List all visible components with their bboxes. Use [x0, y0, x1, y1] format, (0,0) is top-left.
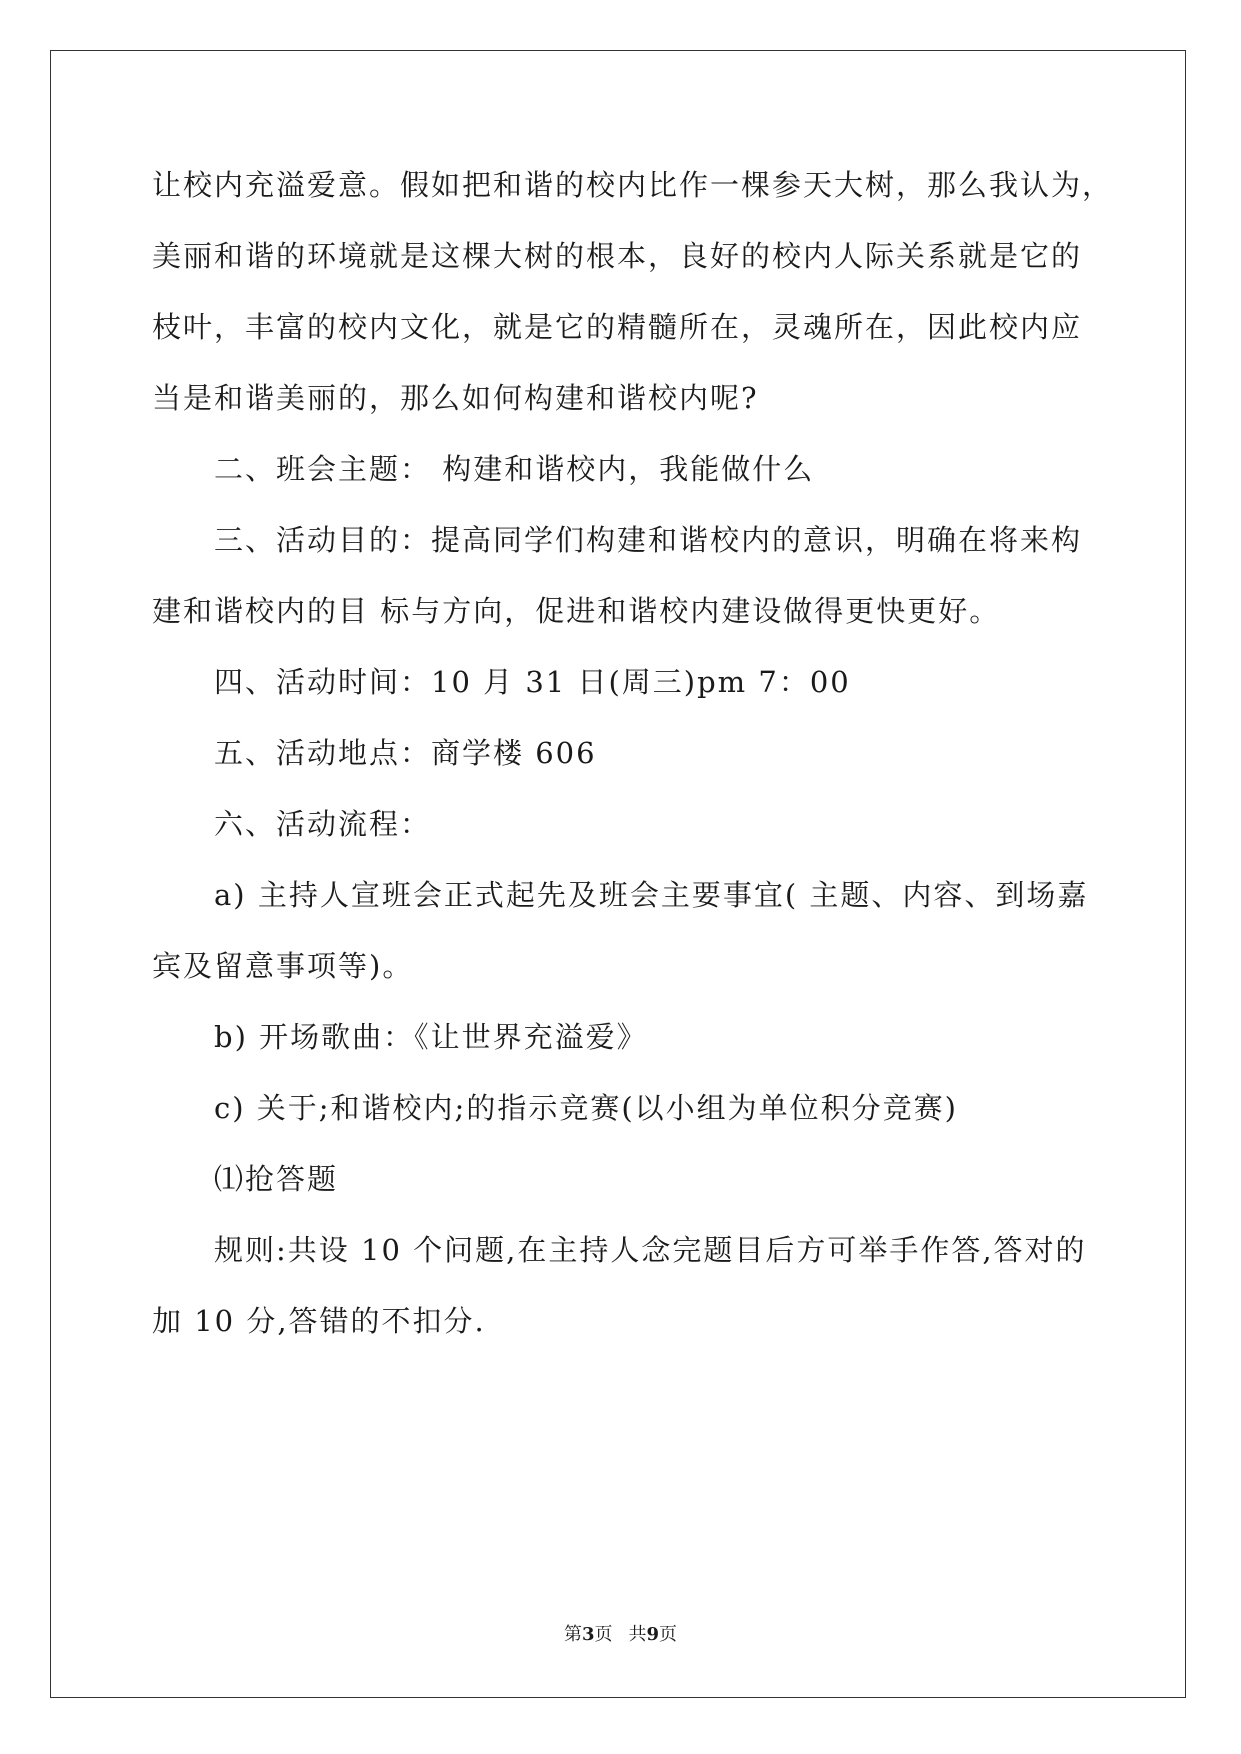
total-prefix: 共 [628, 1624, 647, 1645]
list-item-c: c) 关于;和谐校内;的指示竞赛(以小组为单位积分竞赛) [214, 1091, 958, 1125]
paragraph-line: 美丽和谐的环境就是这棵大树的根本，良好的校内人际关系就是它的 [152, 239, 1083, 273]
section-heading-theme: 二、班会主题： 构建和谐校内，我能做什么 [214, 452, 815, 486]
rule-text: 规则:共设 10 个问题,在主持人念完题目后方可举手作答,答对的 [214, 1233, 1087, 1267]
total-page-number: 9 [646, 1624, 660, 1645]
list-item-b: b) 开场歌曲：《让世界充溢爱》 [214, 1020, 648, 1054]
current-page-number: 3 [581, 1624, 595, 1645]
paragraph-line: 让校内充溢爱意。假如把和谐的校内比作一棵参天大树，那么我认为， [152, 168, 1114, 202]
paragraph-line: 枝叶，丰富的校内文化，就是它的精髓所在，灵魂所在，因此校内应 [152, 310, 1083, 344]
section-heading-process: 六、活动流程： [214, 807, 432, 841]
section-heading-time: 四、活动时间：10 月 31 日(周三)pm 7：00 [214, 665, 851, 699]
page-suffix: 页 [594, 1624, 613, 1645]
sub-item-1: ⑴抢答题 [214, 1162, 339, 1196]
total-suffix: 页 [659, 1624, 678, 1645]
section-heading-purpose: 三、活动目的：提高同学们构建和谐校内的意识，明确在将来构 [214, 523, 1083, 557]
page-footer [0, 1620, 1241, 1646]
paragraph-line: 建和谐校内的目 标与方向，促进和谐校内建设做得更快更好。 [152, 594, 1001, 628]
page-prefix: 第 [563, 1624, 582, 1645]
list-item-a: a) 主持人宣班会正式起先及班会主要事宜( 主题、内容、到场嘉 [214, 878, 1089, 912]
paragraph-line: 加 10 分,答错的不扣分. [152, 1304, 486, 1338]
paragraph-line: 当是和谐美丽的，那么如何构建和谐校内呢? [152, 381, 759, 415]
page-border [50, 50, 1186, 1698]
section-heading-location: 五、活动地点：商学楼 606 [214, 736, 597, 770]
paragraph-line: 宾及留意事项等)。 [152, 949, 414, 983]
